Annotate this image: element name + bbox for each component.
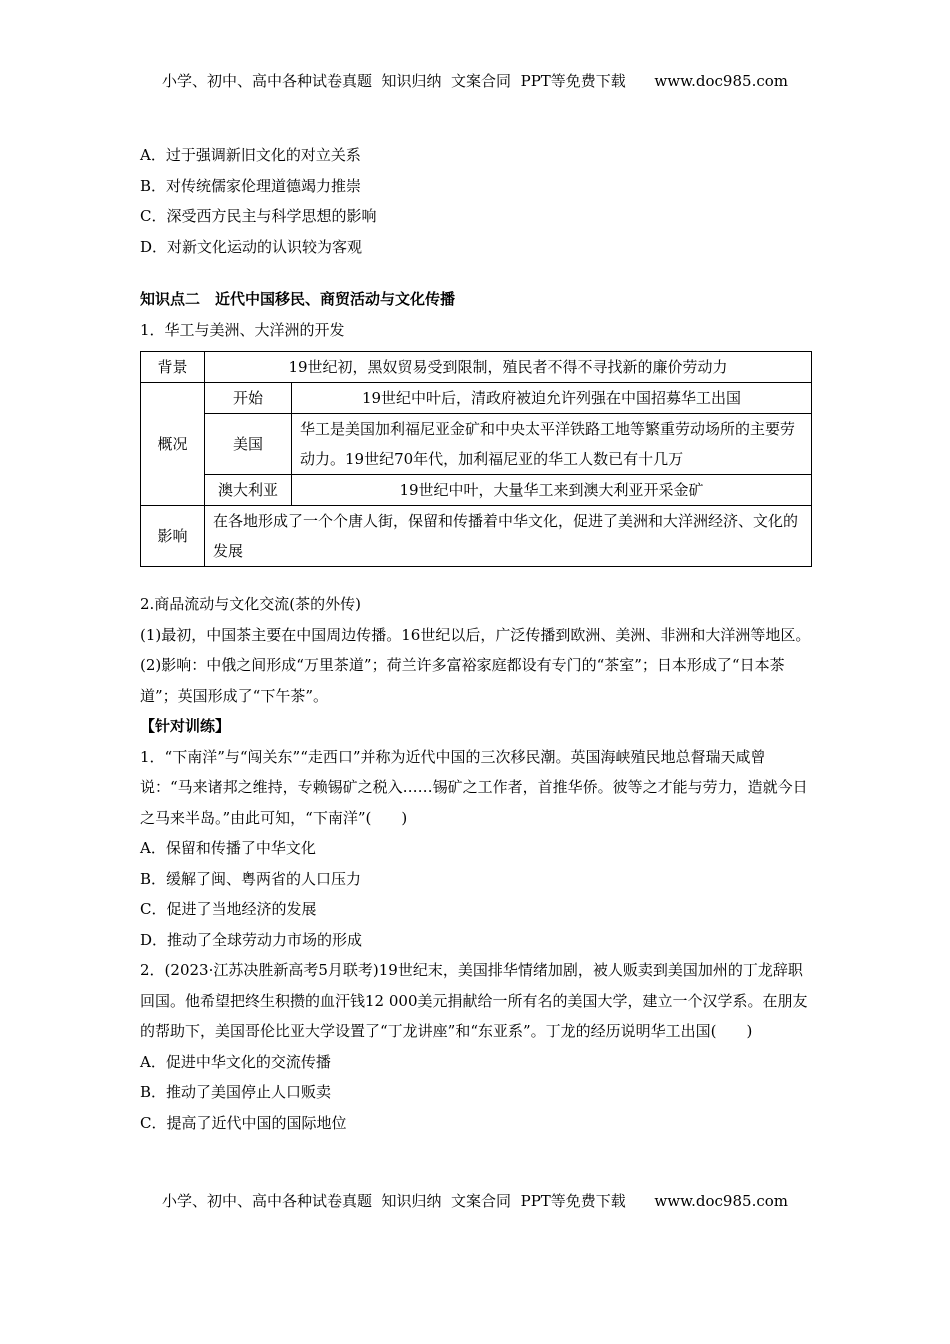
question-2-option-a: A．促进中华文化的交流传播 [140,1052,331,1071]
question-2-stem: 2．(2023·江苏决胜新高考5月联考)19世纪末，美国排华情绪加剧，被人贩卖到美国加州的丁龙辞职回国。他希望把终生积攒的血汗钱12 000美元捐献给一所有名的美国大学，建立一个汉学系。在朋友的帮助下，美国哥伦比亚大学设置了“丁龙讲座”和“东亚系”。丁龙的经历说明华工出国( ) [140,961,808,1040]
subsection-2-paragraph-2: (2)影响：中俄之间形成“万里茶道”；荷兰许多富裕家庭都设有专门的“茶室”；日本形成了“日本茶道”；英国形成了“下午茶”。 [140,656,785,705]
cell-start-text: 19世纪中叶后，清政府被迫允许列强在中国招募华工出国 [292,383,812,414]
cell-us-label: 美国 [205,414,292,475]
table-row-start [141,383,812,414]
cell-impact-text: 在各地形成了一个个唐人街，保留和传播着中华文化，促进了美洲和大洋洲经济、文化的发展 [205,506,812,567]
page-header: 小学、初中、高中各种试卷真题 知识归纳 文案合同 PPT等免费下载 www.doc985.com [161,72,788,90]
overseas-chinese-labor-table [140,351,812,567]
subsection-2-title: 2.商品流动与文化交流(茶的外传) [140,595,362,613]
question-2-option-b: B．推动了美国停止人口贩卖 [140,1083,332,1101]
cell-us-text: 华工是美国加利福尼亚金矿和中央太平洋铁路工地等繁重劳动场所的主要劳动力。19世纪70年代，加利福尼亚的华工人数已有十几万 [292,414,812,475]
cell-start-label: 开始 [205,383,292,414]
question-1-option-b: B．缓解了闽、粤两省的人口压力 [140,869,362,888]
option-c: C．深受西方民主与科学思想的影响 [140,207,377,225]
practice-title: 【针对训练】 [140,717,231,735]
subsection-2-paragraph-1: (1)最初，中国茶主要在中国周边传播。16世纪以后，广泛传播到欧洲、美洲、非洲和大洋洲等地区。 [140,625,811,644]
subsection-1-title: 1．华工与美洲、大洋洲的开发 [140,320,345,339]
section-title: 知识点二 近代中国移民、商贸活动与文化传播 [140,290,456,308]
cell-australia-text: 19世纪中叶，大量华工来到澳大利亚开采金矿 [292,475,812,506]
table-row-background [141,352,812,383]
cell-overview-label: 概况 [141,383,205,506]
question-2-option-c: C．提高了近代中国的国际地位 [140,1113,347,1132]
table-row-australia [141,475,812,506]
cell-australia-label: 澳大利亚 [205,475,292,506]
question-1-option-d: D．推动了全球劳动力市场的形成 [140,930,363,949]
option-d: D．对新文化运动的认识较为客观 [140,237,363,256]
option-a: A．过于强调新旧文化的对立关系 [140,146,361,164]
question-1-stem: 1．“下南洋”与“闯关东”“走西口”并称为近代中国的三次移民潮。英国海峡殖民地总督瑞天咸曾说：“马来诸邦之维持，专赖锡矿之税入……锡矿之工作者，首推华侨。彼等之才能与劳力，造就今日之马来半岛。”由此可知，“下南洋”( ) [140,747,808,827]
question-1-option-c: C．促进了当地经济的发展 [140,900,317,918]
previous-question-options [140,140,812,262]
document-body [140,140,812,1138]
question-1 [140,742,812,956]
table-row-impact [141,506,812,567]
cell-background-text: 19世纪初，黑奴贸易受到限制，殖民者不得不寻找新的廉价劳动力 [205,352,812,383]
cell-background-label: 背景 [141,352,205,383]
table-row-us [141,414,812,475]
question-2 [140,955,812,1138]
option-b: B．对传统儒家伦理道德竭力推崇 [140,176,362,195]
cell-impact-label: 影响 [141,506,205,567]
page-footer: 小学、初中、高中各种试卷真题 知识归纳 文案合同 PPT等免费下载 www.doc985.com [161,1192,788,1210]
question-1-option-a: A．保留和传播了中华文化 [140,839,316,857]
